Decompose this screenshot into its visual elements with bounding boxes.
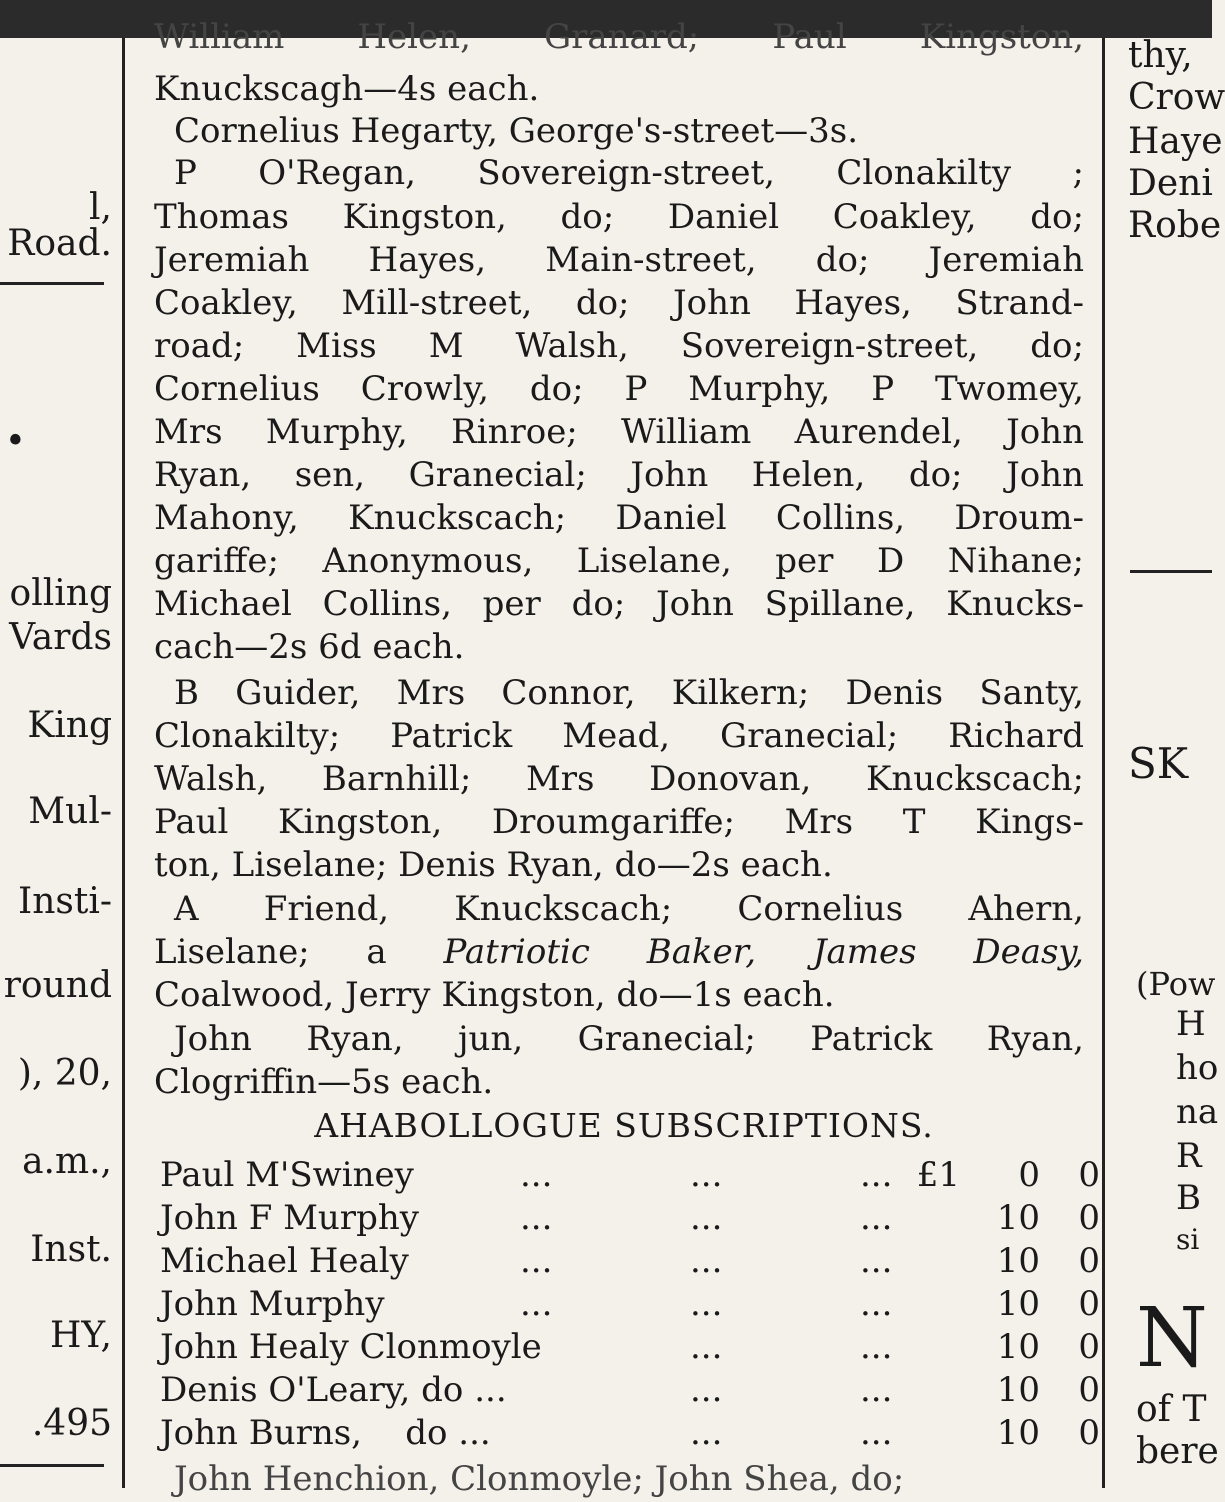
right-fragment: Robe bbox=[1128, 205, 1222, 246]
word: Richard bbox=[948, 716, 1084, 756]
word: A bbox=[174, 889, 199, 929]
article-line bbox=[154, 282, 1084, 326]
right-fragment: SK bbox=[1128, 739, 1189, 788]
right-adjacent-column bbox=[1106, 35, 1225, 1488]
article-line bbox=[174, 152, 1084, 196]
word: per bbox=[482, 584, 541, 624]
word: Coakley, bbox=[154, 283, 298, 323]
article-line bbox=[154, 454, 1084, 498]
word: gariffe; bbox=[154, 541, 279, 581]
amount-pence: 0 bbox=[1078, 1155, 1100, 1195]
article-line bbox=[154, 16, 1084, 60]
word: Clonakilty bbox=[836, 153, 1012, 193]
article-line bbox=[174, 888, 1084, 932]
leader-dots: ... bbox=[860, 1370, 893, 1410]
column-rule bbox=[1130, 570, 1212, 573]
article-line bbox=[154, 758, 1084, 802]
amount-pence: 0 bbox=[1078, 1327, 1100, 1367]
leader-dots: ... bbox=[690, 1413, 723, 1453]
word: Ahern, bbox=[968, 889, 1084, 929]
leader-dots: ... bbox=[520, 1155, 553, 1195]
subscriber-name: Denis O'Leary, do ... bbox=[160, 1370, 507, 1410]
left-fragment: • bbox=[4, 421, 26, 462]
word: Mahony, bbox=[154, 498, 299, 538]
word: Guider, bbox=[235, 673, 361, 713]
subscription-row bbox=[160, 1197, 1100, 1240]
word: Denis bbox=[845, 673, 944, 713]
left-fragment: Road. bbox=[7, 223, 112, 264]
word: Twomey, bbox=[935, 369, 1084, 409]
word: P bbox=[871, 369, 895, 409]
right-fragment: bere bbox=[1136, 1431, 1219, 1472]
subscription-row bbox=[160, 1154, 1100, 1197]
amount-shillings: 10 bbox=[996, 1284, 1040, 1324]
word: Kingston, bbox=[278, 802, 443, 842]
leader-dots: ... bbox=[860, 1198, 893, 1238]
amount-shillings: 0 bbox=[1018, 1155, 1040, 1195]
word: Nihane; bbox=[947, 541, 1084, 581]
word: Mrs bbox=[154, 412, 223, 452]
word: Paul bbox=[772, 17, 847, 57]
leader-dots: ... bbox=[690, 1198, 723, 1238]
word: P bbox=[624, 369, 648, 409]
word: John bbox=[174, 1019, 252, 1059]
word: do; bbox=[908, 455, 963, 495]
left-fragment: Insti- bbox=[17, 881, 112, 922]
leader-dots: ... bbox=[690, 1284, 723, 1324]
word: Rinroe; bbox=[451, 412, 578, 452]
word: Kilkern; bbox=[671, 673, 810, 713]
word: Jeremiah bbox=[928, 240, 1084, 280]
leader-dots: ... bbox=[690, 1155, 723, 1195]
left-fragment: Inst. bbox=[30, 1229, 112, 1270]
article-line bbox=[154, 196, 1084, 240]
word: Kingston, bbox=[342, 197, 507, 237]
left-fragment: King bbox=[27, 705, 112, 746]
word: Collins, bbox=[775, 498, 906, 538]
word: do; bbox=[1030, 326, 1084, 366]
word: John bbox=[672, 283, 751, 323]
word: Michael bbox=[154, 584, 292, 624]
word: Droumgariffe; bbox=[491, 802, 735, 842]
column-rule bbox=[0, 282, 104, 285]
left-fragment: a.m., bbox=[22, 1141, 112, 1182]
word: do; bbox=[560, 197, 615, 237]
leader-dots: ... bbox=[690, 1241, 723, 1281]
article-line: Coalwood, Jerry Kingston, do—1s each. bbox=[154, 975, 835, 1015]
word: per bbox=[775, 541, 834, 581]
word: Cornelius bbox=[154, 369, 320, 409]
word: Walsh, bbox=[154, 759, 268, 799]
article-line bbox=[154, 368, 1084, 412]
word: do; bbox=[815, 240, 870, 280]
word: Knuckscach; bbox=[454, 889, 673, 929]
article-line bbox=[154, 583, 1084, 627]
amount-pounds: £1 bbox=[916, 1155, 960, 1195]
word: Aurendel, bbox=[794, 412, 963, 452]
word: Coakley, bbox=[832, 197, 977, 237]
word: do; bbox=[571, 584, 626, 624]
article-line: ton, Liselane; Denis Ryan, do—2s each. bbox=[154, 845, 833, 885]
word: Hayes, bbox=[794, 283, 912, 323]
article-line bbox=[154, 497, 1084, 541]
subscriber-name: Michael Healy bbox=[160, 1241, 409, 1281]
right-fragment: Crow bbox=[1128, 77, 1225, 118]
word: Patriotic bbox=[443, 932, 590, 972]
word: road; bbox=[154, 326, 245, 366]
article-line: Clogriffin—5s each. bbox=[154, 1062, 494, 1102]
word: Main-street, bbox=[545, 240, 757, 280]
word: do; bbox=[529, 369, 584, 409]
word: Collins, bbox=[322, 584, 452, 624]
leader-dots: ... bbox=[860, 1155, 893, 1195]
word: M bbox=[428, 326, 464, 366]
word: Kings- bbox=[975, 802, 1084, 842]
word: Mrs bbox=[525, 759, 595, 799]
leader-dots: ... bbox=[520, 1198, 553, 1238]
column-rule bbox=[0, 1464, 104, 1467]
leader-dots: ... bbox=[520, 1241, 553, 1281]
leader-dots: ... bbox=[860, 1413, 893, 1453]
word: Hayes, bbox=[368, 240, 487, 280]
word: Thomas bbox=[154, 197, 290, 237]
word: Connor, bbox=[501, 673, 636, 713]
leader-dots: ... bbox=[860, 1284, 893, 1324]
right-fragment: H bbox=[1176, 1004, 1206, 1044]
word: Sovereign-street, bbox=[477, 153, 775, 193]
amount-pence: 0 bbox=[1078, 1370, 1100, 1410]
right-fragment: si bbox=[1176, 1223, 1200, 1256]
word: William bbox=[154, 17, 285, 57]
word: Granecial; bbox=[408, 455, 587, 495]
word: Ryan, bbox=[306, 1019, 404, 1059]
left-fragment: .495 bbox=[31, 1403, 112, 1444]
left-fragment: ), 20, bbox=[17, 1053, 112, 1094]
right-fragment: of T bbox=[1136, 1389, 1207, 1430]
word: Sovereign-street, bbox=[680, 326, 979, 366]
word: Liselane; bbox=[154, 932, 310, 972]
right-fragment: (Pow bbox=[1136, 965, 1216, 1003]
word: Ryan, bbox=[986, 1019, 1084, 1059]
subscriber-name: John Murphy bbox=[160, 1284, 385, 1324]
word: Jeremiah bbox=[154, 240, 310, 280]
leader-dots: ... bbox=[860, 1327, 893, 1367]
word: jun, bbox=[458, 1019, 524, 1059]
word: Donovan, bbox=[649, 759, 812, 799]
right-fragment: ho bbox=[1176, 1048, 1219, 1088]
amount-pence: 0 bbox=[1078, 1413, 1100, 1453]
article-line bbox=[154, 715, 1084, 759]
word: ; bbox=[1072, 153, 1084, 193]
subscription-row bbox=[160, 1369, 1100, 1412]
word: Helen, bbox=[357, 17, 471, 57]
word: Mrs bbox=[396, 673, 466, 713]
word: Barnhill; bbox=[321, 759, 472, 799]
amount-pence: 0 bbox=[1078, 1198, 1100, 1238]
word: Helen, bbox=[751, 455, 866, 495]
word: Granecial; bbox=[577, 1019, 756, 1059]
article-line bbox=[154, 239, 1084, 283]
word: Strand- bbox=[955, 283, 1084, 323]
article-line: Knuckscagh—4s each. bbox=[154, 69, 540, 109]
word: Paul bbox=[154, 802, 229, 842]
leader-dots: ... bbox=[520, 1284, 553, 1324]
right-fragment: R bbox=[1176, 1136, 1202, 1176]
subscriber-name: John Healy Clonmoyle bbox=[160, 1327, 542, 1367]
word: John bbox=[1006, 455, 1084, 495]
right-fragment: Deni bbox=[1128, 163, 1213, 204]
word: Walsh, bbox=[515, 326, 629, 366]
amount-shillings: 10 bbox=[996, 1327, 1040, 1367]
right-fragment: B bbox=[1176, 1178, 1201, 1218]
word: B bbox=[174, 673, 199, 713]
left-fragment: olling bbox=[9, 573, 112, 614]
word: sen, bbox=[294, 455, 366, 495]
word: Murphy, bbox=[265, 412, 408, 452]
article-line-cut-off: John Henchion, Clonmoyle; John Shea, do; bbox=[174, 1459, 905, 1499]
word: Daniel bbox=[667, 197, 780, 237]
amount-pence: 0 bbox=[1078, 1284, 1100, 1324]
word: Kingston, bbox=[919, 17, 1084, 57]
word: John bbox=[656, 584, 734, 624]
word: do; bbox=[1030, 197, 1084, 237]
article-line: Cornelius Hegarty, George's-street—3s. bbox=[174, 111, 859, 151]
leader-dots: ... bbox=[690, 1327, 723, 1367]
right-fragment: na bbox=[1176, 1092, 1219, 1132]
left-fragment: Mul- bbox=[28, 791, 112, 832]
section-heading: AHABOLLOGUE SUBSCRIPTIONS. bbox=[314, 1106, 934, 1145]
amount-shillings: 10 bbox=[996, 1370, 1040, 1410]
drop-cap-fragment: N bbox=[1136, 1291, 1208, 1386]
amount-shillings: 10 bbox=[996, 1413, 1040, 1453]
word: Clonakilty; bbox=[154, 716, 341, 756]
amount-shillings: 10 bbox=[996, 1198, 1040, 1238]
right-fragment: Haye bbox=[1128, 121, 1223, 162]
word: Knuckscach; bbox=[348, 498, 567, 538]
article-line: cach—2s 6d each. bbox=[154, 627, 465, 667]
word: D bbox=[876, 541, 905, 581]
word: Liselane, bbox=[576, 541, 732, 581]
word: John bbox=[1006, 412, 1084, 452]
article-column bbox=[126, 17, 1106, 1499]
subscription-row bbox=[160, 1240, 1100, 1283]
word: P bbox=[174, 153, 197, 193]
left-fragment: HY, bbox=[50, 1315, 112, 1356]
left-fragment: round bbox=[3, 965, 112, 1006]
word: Daniel bbox=[615, 498, 727, 538]
subscription-row bbox=[160, 1326, 1100, 1369]
column-divider-left bbox=[122, 38, 125, 1488]
word: Friend, bbox=[263, 889, 390, 929]
word: Deasy, bbox=[973, 932, 1084, 972]
word: Granecial; bbox=[720, 716, 899, 756]
word: Droum- bbox=[954, 498, 1084, 538]
word: Baker, bbox=[646, 932, 757, 972]
article-line bbox=[174, 672, 1084, 716]
word: Knuckscach; bbox=[865, 759, 1084, 799]
subscription-row bbox=[160, 1283, 1100, 1326]
word: Patrick bbox=[390, 716, 513, 756]
subscription-row bbox=[160, 1412, 1100, 1455]
article-line bbox=[154, 801, 1084, 845]
word: Spillane, bbox=[764, 584, 916, 624]
word: Granard; bbox=[543, 17, 700, 57]
word: Anonymous, bbox=[322, 541, 534, 581]
word: Mrs bbox=[784, 802, 854, 842]
word: Crowly, bbox=[360, 369, 489, 409]
word: Santy, bbox=[979, 673, 1084, 713]
word: Mill-street, bbox=[341, 283, 533, 323]
amount-pence: 0 bbox=[1078, 1241, 1100, 1281]
word: Knucks- bbox=[946, 584, 1084, 624]
word: Murphy, bbox=[688, 369, 831, 409]
word: Miss bbox=[296, 326, 377, 366]
left-fragment: l, bbox=[89, 187, 112, 228]
article-line bbox=[154, 411, 1084, 455]
left-adjacent-column bbox=[0, 38, 122, 1488]
left-fragment: Vards bbox=[9, 617, 112, 658]
word: Ryan, bbox=[154, 455, 252, 495]
amount-shillings: 10 bbox=[996, 1241, 1040, 1281]
word: John bbox=[630, 455, 709, 495]
leader-dots: ... bbox=[690, 1370, 723, 1410]
word: Mead, bbox=[562, 716, 671, 756]
word: a bbox=[366, 932, 387, 972]
word: Cornelius bbox=[737, 889, 904, 929]
subscriber-name: John Burns, do ... bbox=[160, 1413, 491, 1453]
article-line bbox=[154, 540, 1084, 584]
word: William bbox=[620, 412, 752, 452]
word: James bbox=[812, 932, 917, 972]
leader-dots: ... bbox=[860, 1241, 893, 1281]
word: O'Regan, bbox=[258, 153, 416, 193]
word: Patrick bbox=[810, 1019, 933, 1059]
right-fragment: thy, bbox=[1128, 35, 1193, 76]
word: T bbox=[902, 802, 926, 842]
subscriber-name: John F Murphy bbox=[160, 1198, 419, 1238]
article-line bbox=[174, 1018, 1084, 1062]
word: do; bbox=[575, 283, 630, 323]
subscriber-name: Paul M'Swiney bbox=[160, 1155, 414, 1195]
article-line bbox=[154, 931, 1084, 975]
article-line bbox=[154, 325, 1084, 369]
